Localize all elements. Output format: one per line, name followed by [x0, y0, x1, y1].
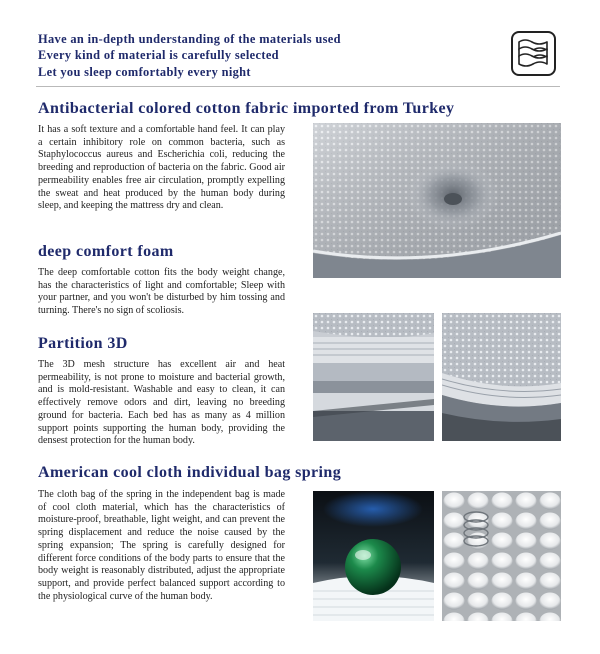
intro-line-2: Every kind of material is carefully selected — [38, 48, 279, 63]
section-title-spring: American cool cloth individual bag spring — [38, 464, 342, 481]
divider — [36, 86, 560, 87]
mattress-edge-image — [442, 313, 561, 441]
mattress-corner-image — [313, 313, 434, 441]
section-title-foam: deep comfort foam — [38, 243, 174, 260]
fabric-layers-icon — [511, 31, 556, 76]
pocket-spring-image — [442, 491, 561, 621]
intro-line-1: Have an in-depth understanding of the materials used — [38, 32, 341, 46]
intro-text — [38, 31, 438, 80]
section-body-foam: The deep comfortable cotton fits the body weight change, has the characteristics of light and comfortable; Sleep with your partner, and you won't be disturbed by him tossing and turning. There's no sign of scoliosis. — [38, 267, 285, 317]
section-body-fabric: It has a soft texture and a comfortable hand feel. It can play a certain inhibitory role on common bacteria, such as Staphylococcus aureus and Escherichia coli, reducing the breeding and reproduction of bacteria on the fabric. Good air permeability enables free air circulation, promptly expelling the sweat and heat produced by the human body during sleep, and keeping the mattress dry and clean. — [38, 124, 285, 212]
intro-line-3: Let you sleep comfortably every night — [38, 64, 251, 79]
section-body-spring: The cloth bag of the spring in the independent bag is made of cool cloth material, which has the characteristics of moisture-proof, breathable, light weight, and can prevent the spring displacement and reduce the noise caused by the spring expansion; The spring is carefully designed for different force conditions of the body parts to ensure that the body weight is reasonably distributed, adjust the appropriate support, and provide perfect balanced support according to the physiological curve of the human body. — [38, 489, 285, 602]
cool-cloth-sphere-image — [313, 491, 434, 621]
fabric-closeup-image — [313, 123, 561, 278]
section-title-fabric: Antibacterial colored cotton fabric imported from Turkey — [38, 100, 455, 117]
section-title-partition: Partition 3D — [38, 335, 128, 352]
section-body-partition: The 3D mesh structure has excellent air and heat permeability, is not prone to moisture and bacterial growth, and is mold-resistant. Washable and easy to clean, it can effectively remove odors and dirt, leaving no breeding ground for bacteria. Each bed has as many as 4 million support points supporting the human body, providing the densest protection for the human body. — [38, 359, 285, 447]
